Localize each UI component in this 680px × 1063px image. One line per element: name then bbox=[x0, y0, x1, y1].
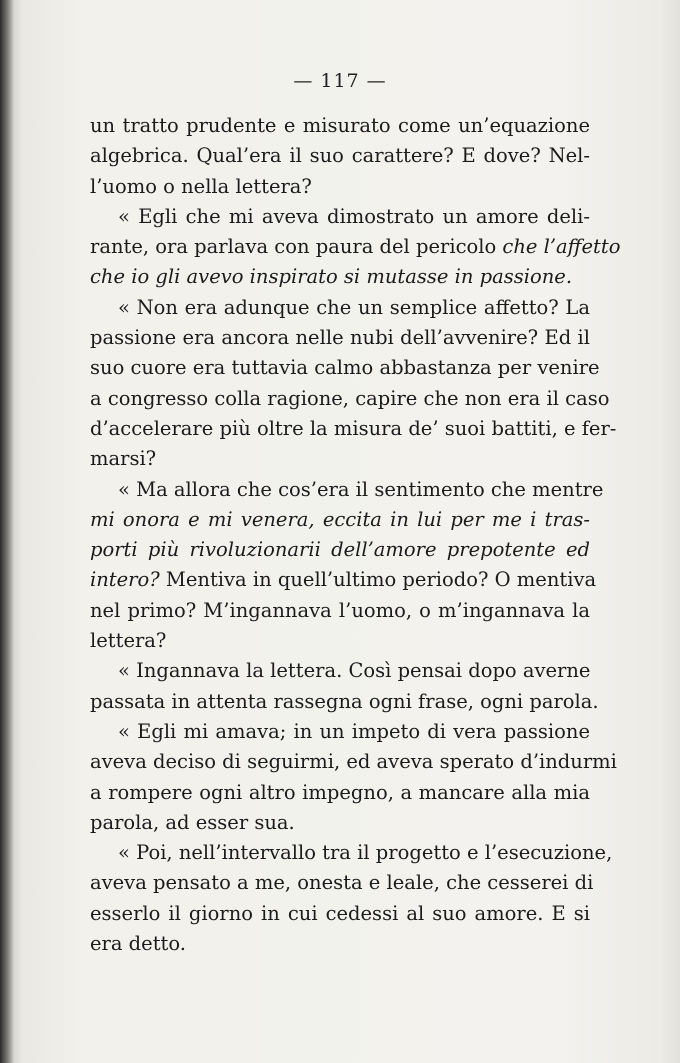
text-line bbox=[90, 868, 594, 898]
text-line bbox=[90, 172, 590, 202]
line-text: « Non era adunque che un semplice affetto? La bbox=[118, 295, 590, 319]
line-text: « Egli che mi aveva dimostrato un amore deli- bbox=[118, 204, 590, 228]
line-text: a congresso colla ragione, capire che non era il caso bbox=[90, 386, 610, 410]
italic-text: che l’affetto bbox=[502, 235, 621, 259]
line-text: « Poi, nell’intervallo tra il progetto e l’esecuzione, bbox=[118, 841, 613, 865]
line-text: l’uomo o nella lettera? bbox=[90, 174, 312, 198]
text-line bbox=[90, 808, 590, 838]
line-text: Mentiva in quell’ultimo periodo? O mentiva bbox=[159, 568, 597, 592]
text-line bbox=[90, 747, 617, 777]
text-line bbox=[90, 262, 590, 292]
text-line bbox=[90, 596, 590, 626]
text-line bbox=[90, 535, 590, 565]
text-line bbox=[90, 687, 599, 717]
text-line bbox=[90, 778, 590, 808]
line-text: era detto. bbox=[90, 932, 186, 956]
text-line bbox=[90, 384, 610, 414]
line-text: esserlo il giorno in cui cedessi al suo amore. E si bbox=[90, 901, 590, 925]
line-text: passione era ancora nelle nubi dell’avvenire? Ed il bbox=[90, 326, 590, 350]
text-line bbox=[90, 656, 590, 686]
text-line bbox=[90, 626, 590, 656]
line-text: « Egli mi amava; in un impeto di vera passione bbox=[118, 719, 590, 743]
text-line bbox=[90, 202, 590, 232]
italic-text: porti più rivoluzionarii dell’amore prepotente ed bbox=[90, 538, 590, 562]
line-text: « Ma allora che cos’era il sentimento che mentre bbox=[118, 477, 604, 501]
line-text: d’accelerare più oltre la misura de’ suoi battiti, e fer- bbox=[90, 416, 617, 440]
line-text: marsi? bbox=[90, 447, 157, 471]
text-line bbox=[90, 838, 613, 868]
line-text: un tratto prudente e misurato come un’equazione bbox=[90, 114, 590, 137]
text-line bbox=[90, 141, 590, 171]
text-line bbox=[90, 505, 590, 535]
text-line bbox=[90, 475, 604, 505]
text-line bbox=[90, 323, 590, 353]
text-line bbox=[90, 414, 617, 444]
text-line bbox=[90, 444, 590, 474]
line-text: aveva deciso di seguirmi, ed aveva sperato d’indurmi bbox=[90, 750, 617, 774]
text-line bbox=[90, 565, 597, 595]
text-line bbox=[90, 293, 590, 323]
line-text: aveva pensato a me, onesta e leale, che cesserei di bbox=[90, 871, 594, 895]
italic-text: intero? bbox=[90, 568, 160, 592]
text-line bbox=[90, 353, 600, 383]
page-body-text bbox=[90, 111, 621, 959]
page-number: — 117 — bbox=[293, 70, 387, 92]
text-line bbox=[90, 929, 590, 959]
italic-text: mi onora e mi venera, eccita in lui per me i tras- bbox=[90, 507, 590, 531]
line-text: « Ingannava la lettera. Così pensai dopo averne bbox=[118, 659, 591, 683]
line-text: parola, ad esser sua. bbox=[90, 810, 295, 834]
line-text: a rompere ogni altro impegno, a mancare alla mia bbox=[90, 780, 590, 804]
line-text: nel primo? M’ingannava l’uomo, o m’ingannava la bbox=[90, 598, 590, 622]
line-text: lettera? bbox=[90, 629, 167, 653]
line-text: rante, ora parlava con paura del pericolo bbox=[90, 235, 503, 259]
text-line bbox=[90, 232, 621, 262]
book-spine-shadow bbox=[0, 0, 14, 1063]
text-line bbox=[90, 717, 590, 747]
line-text: algebrica. Qual’era il suo carattere? E dove? Nel- bbox=[90, 144, 590, 168]
line-text: suo cuore era tuttavia calmo abbastanza per venire bbox=[90, 356, 600, 380]
line-text: passata in attenta rassegna ogni frase, ogni parola. bbox=[90, 689, 599, 713]
text-line bbox=[90, 899, 590, 929]
text-line bbox=[90, 111, 590, 141]
italic-text: che io gli avevo inspirato si mutasse in passione. bbox=[90, 265, 573, 289]
